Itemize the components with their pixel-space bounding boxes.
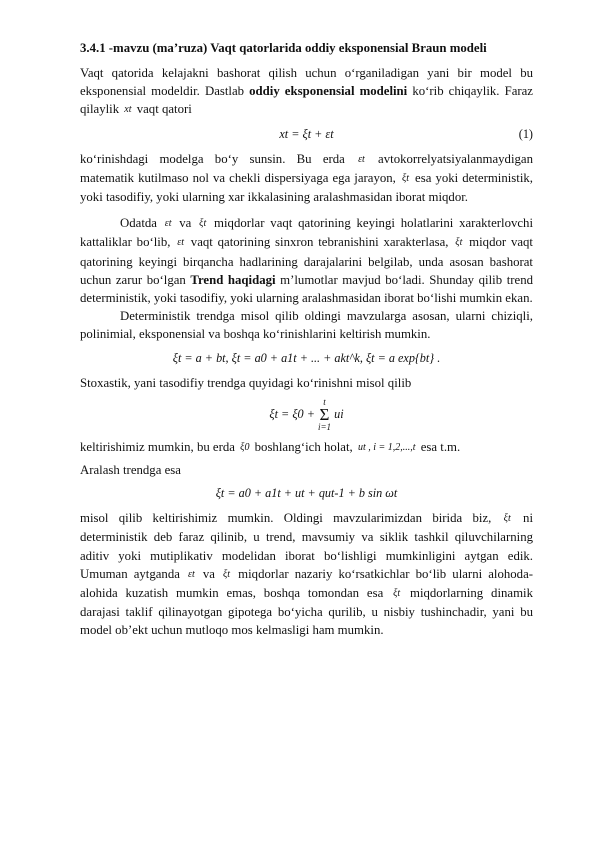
text: m’lumotlar mavjud bo‘ladi. Shunday qilib trend deterministik, yoki tasodifiy, yoki ularning aralashmasidan iborat bo‘lishi mumkin ekan. (80, 272, 533, 306)
bold-term: oddiy eksponensial modelini (249, 84, 408, 99)
symbol: ξt (401, 172, 409, 184)
equation-4: ξt = a0 + a1t + ut + qut-1 + b sin ωt (215, 486, 398, 501)
paragraph-mixed: Aralash trendga esa (80, 463, 181, 478)
paragraph-trend (80, 214, 533, 307)
equation-number: (1) (518, 126, 533, 141)
paragraph-initial-state (80, 438, 533, 457)
symbol: ξ0 (240, 441, 250, 453)
symbol: ξt (393, 588, 401, 600)
paragraph-intro (80, 64, 533, 120)
text: vaqt qatorining sinxron tebranishini xarakterlasa, (185, 235, 454, 250)
symbol: ξt (455, 237, 463, 249)
text: keltirishimiz mumkin, bu erda (80, 439, 239, 454)
bold-term: Trend haqidagi (190, 272, 276, 287)
paragraph-deterministic: Deterministik trendga misol qilib oldingi mavzularga asosan, ularni chiziqli, polinimial, eksponensial va boshqa ko‘rinishlarini keltirish mumkin. (80, 309, 533, 342)
text: Odatda (120, 216, 163, 231)
symbol: ξt (503, 513, 511, 525)
text: misol qilib keltirishimiz mumkin. Oldingi mavzularimizdan birida biz, (80, 511, 502, 526)
text: Vaqt qatorida kelajakni bashorat qilish uchun o‘rganiladigan yani bir model bu eksponensial modeldir. Dastlab (80, 66, 533, 99)
text: vaqt qatori (133, 102, 192, 117)
sum-lower: i=1 (317, 421, 332, 432)
text: ko‘rinishdagi modelga bo‘y sunsin. Bu erda (80, 151, 357, 166)
sum-upper: t (323, 396, 326, 407)
paragraph-model (80, 150, 533, 207)
text: ni deterministik deb faraz qilinib, u trend, mavsumiy va siklik tashkil qiluvchilarning aditiv yoki mutiplikativ modelidan iborat bo‘lishligi mumkinligini aytgan edik. Umuman aytganda (80, 511, 533, 581)
sigma: Σ (319, 404, 330, 424)
equation-text: xt = ξt + εt (279, 126, 334, 141)
equation-3 (80, 398, 533, 432)
symbol: εt (188, 568, 195, 580)
sum-term: ui (334, 406, 344, 421)
symbol: ξt (223, 568, 231, 580)
text: miqdor vaqt qatorining keyingi birqancha hadlarining darajalarini belgilab, unda asosan bashorat uchun zarur bo‘lgan (80, 235, 533, 287)
text: miqdorlar nazariy ko‘rsatkichlar bo‘lib ularni alohoda-alohida kuzatish mumkin emas, boshqa tomondan esa (80, 566, 534, 601)
text: ko‘rib chiqaylik. Faraz qilaylik (80, 84, 533, 117)
equation-2: ξt = a + bt, ξt = a0 + a1t + ... + akt^k, ξt = a exp{bt} . (172, 350, 441, 365)
text: va (173, 216, 198, 231)
equation-lhs: ξt = ξ0 + (269, 406, 318, 421)
sum-symbol (318, 398, 331, 432)
section-title: 3.4.1 -mavzu (ma’ruza) Vaqt qatorlarida oddiy eksponensial Braun modeli (80, 41, 487, 55)
text: esa yoki deterministik, yoki tasodifiy, yoki ularning xar ikkalasining aralashmasidan iborat miqdor. (80, 170, 533, 205)
paragraph-stochastic: Stoxastik, yani tasodifiy trendga quyidagi ko‘rinishni misol qilib (80, 375, 412, 390)
document-page (80, 40, 533, 640)
text: miqdorlarning dinamik darajasi taklif qilinayotgan gipotega bo‘yicha qurilib, u nisbiy tushinchadir, yani bu model ob’ekt uchun mutloqo mos kelmasligi ham mumkin. (80, 586, 533, 638)
text: va (196, 566, 222, 581)
symbol: εt (164, 218, 172, 230)
symbol: εt (358, 153, 365, 165)
text: avtokorrelyatsiyalanmaydigan matematik kutilmaso nol va chekli dispersiyaga ega jarayon, (80, 151, 533, 185)
text: esa t.m. (417, 439, 461, 454)
equation-1 (80, 124, 533, 144)
symbol: ξt (199, 218, 207, 230)
paragraph-conclusion (80, 509, 533, 639)
symbol: xt (124, 104, 132, 116)
symbol: εt (177, 237, 184, 249)
text: miqdorlar vaqt qatorining keyingi holatlarini xarakterlovchi kattaliklar bo‘lib, (80, 216, 534, 250)
text: boshlang‘ich holat, (251, 439, 356, 454)
symbol: ut , i = 1,2,...,t (357, 441, 416, 453)
